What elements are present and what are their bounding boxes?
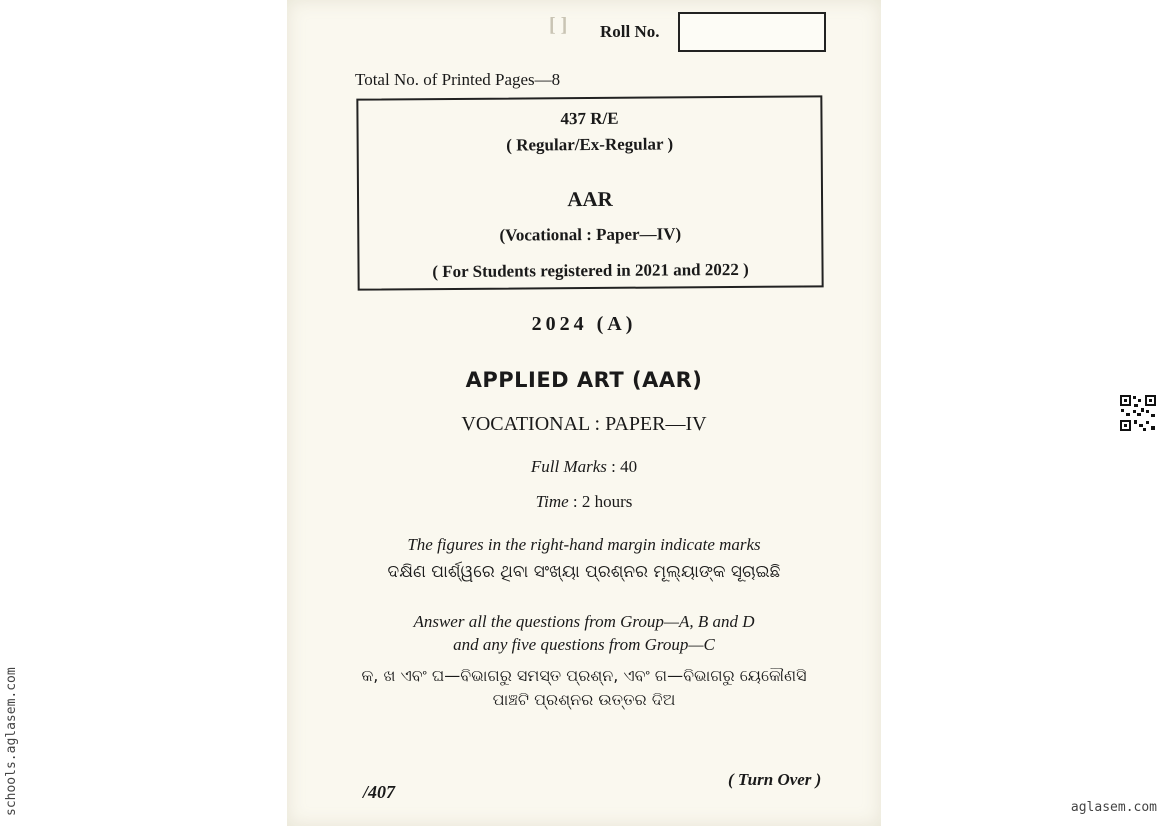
- faded-mark: [ ]: [549, 14, 568, 36]
- exam-year: 2024 (A): [531, 313, 637, 335]
- qr-code-icon[interactable]: [1119, 394, 1157, 432]
- subject-code: AAR: [567, 186, 613, 212]
- exam-paper-sheet: [287, 0, 881, 826]
- margin-marks-note: The figures in the right-hand margin indicate marks: [407, 535, 761, 554]
- paper-code-box: [356, 95, 823, 290]
- turn-over-label: ( Turn Over ): [728, 770, 822, 789]
- answer-instruction-line1: Answer all the questions from Group—A, B and D: [413, 612, 755, 631]
- paper-title: VOCATIONAL : PAPER—IV: [461, 413, 707, 435]
- paper-code: 437 R/E: [560, 108, 619, 129]
- footer-paper-code: /407: [363, 782, 396, 802]
- answer-instruction-odia-line1: କ, ଖ ଏବଂ ଘ—ବିଭାଗରୁ ସମସ୍ତ ପ୍ରଶ୍ନ, ଏବଂ ଗ—ବିଭାଗରୁ ୟେକୌଣସି: [361, 666, 807, 685]
- regular-ex-regular-label: ( Regular/Ex-Regular ): [506, 134, 674, 155]
- full-marks: [287, 457, 881, 477]
- exam-time: [287, 492, 881, 512]
- registration-note: ( For Students registered in 2021 and 2022 ): [432, 259, 749, 282]
- time-value: : 2 hours: [572, 492, 633, 511]
- bottom-watermark: aglasem.com: [1070, 800, 1157, 815]
- answer-instruction-line2: and any five questions from Group—C: [453, 635, 715, 654]
- full-marks-value: : 40: [611, 457, 638, 476]
- subject-title: APPLIED ART (AAR): [465, 368, 703, 392]
- answer-instruction-odia-line2: ପାଞ୍ଚଟି ପ୍ରଶ୍ନର ଉତ୍ତର ଦିଅ: [492, 690, 676, 709]
- roll-number-label: Roll No.: [600, 22, 660, 41]
- side-watermark: schools.aglasem.com: [4, 667, 19, 816]
- time-label: Time: [535, 492, 569, 511]
- printed-pages-text: Total No. of Printed Pages—8: [355, 70, 561, 89]
- margin-marks-note-odia: ଦକ୍ଷିଣ ପାର୍ଶ୍ୱରେ ଥିବା ସଂଖ୍ୟା ପ୍ରଶ୍ନର ମୂଲ୍ୟାଙ୍କ ସୂଚାଇଛି: [387, 562, 781, 582]
- full-marks-label: Full Marks: [530, 457, 607, 476]
- paper-label: (Vocational : Paper—IV): [499, 224, 682, 245]
- roll-number-box[interactable]: [678, 12, 826, 52]
